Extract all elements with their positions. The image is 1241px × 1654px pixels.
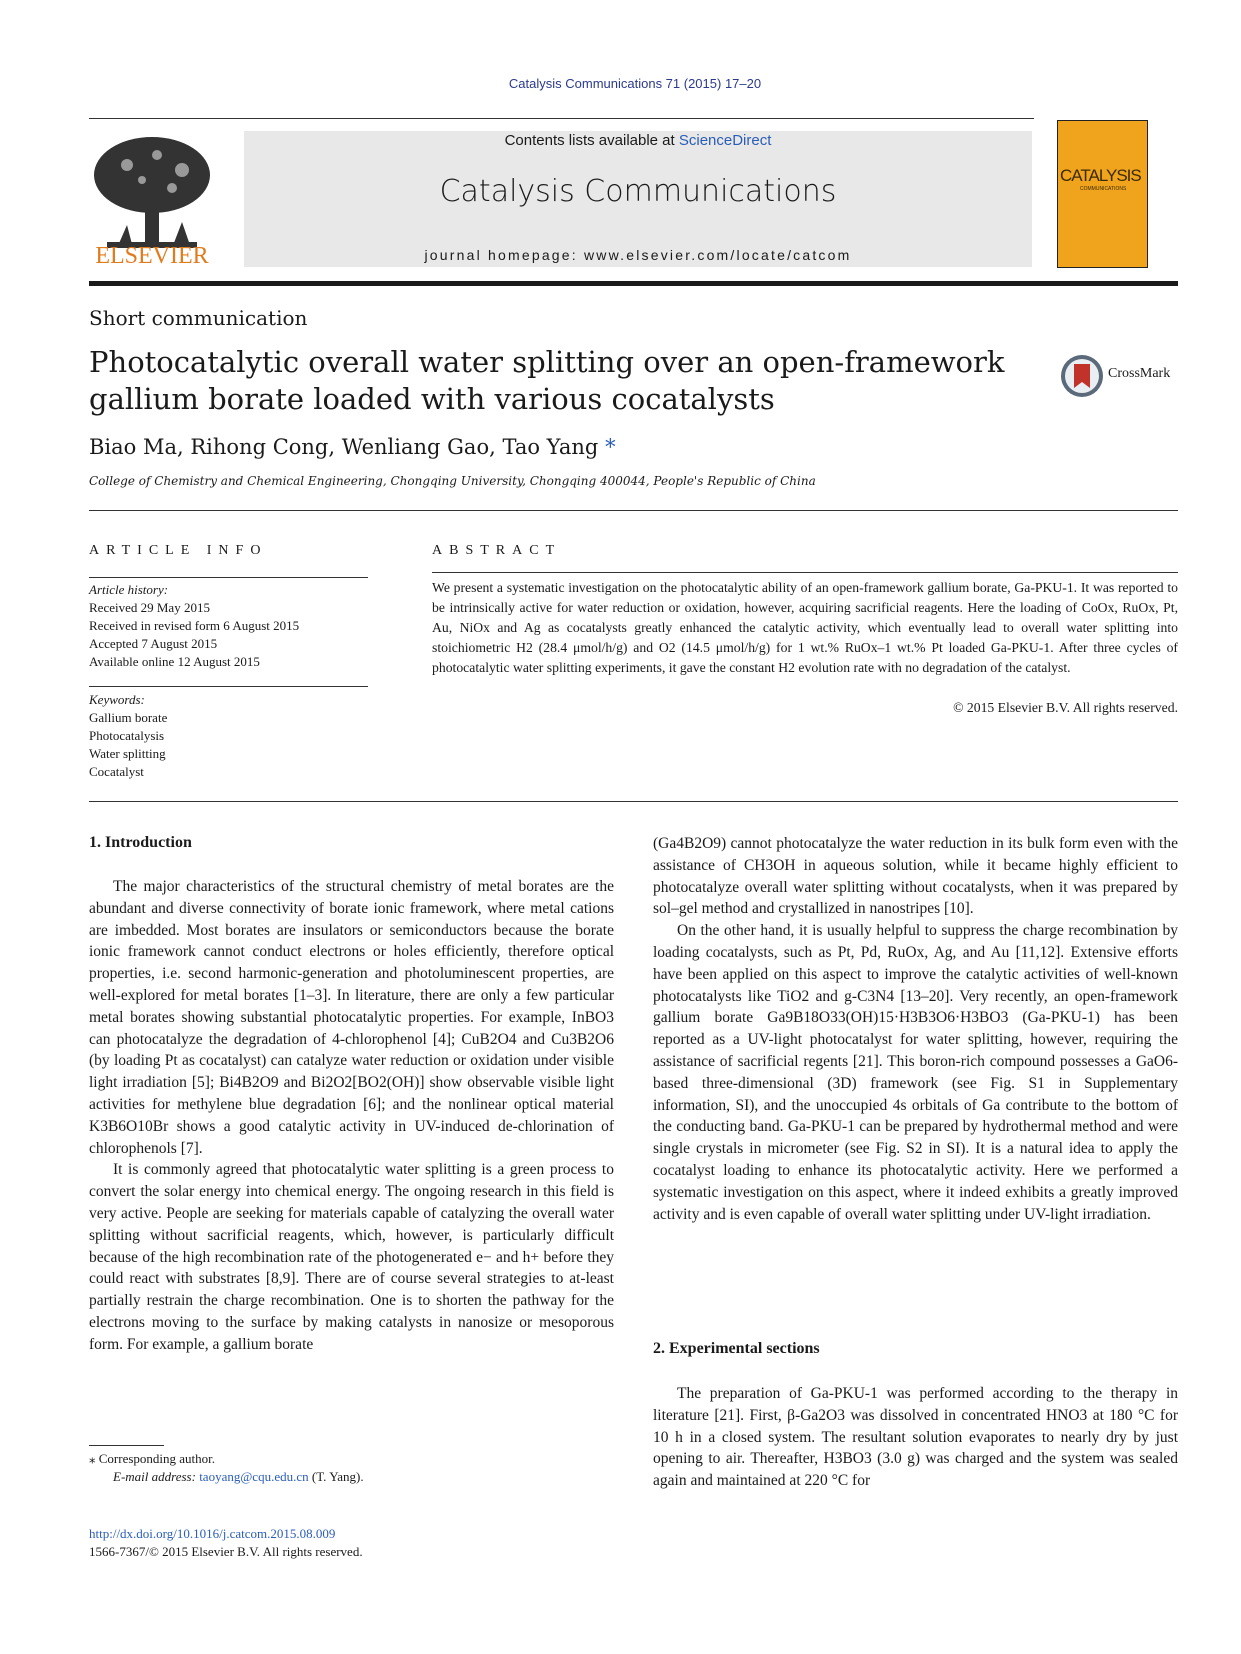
journal-reference[interactable]: Catalysis Communications 71 (2015) 17–20 bbox=[508, 76, 762, 91]
abstract-heading: ABSTRACT bbox=[432, 543, 562, 558]
issn-line: 1566-7367/© 2015 Elsevier B.V. All rights reserved. bbox=[89, 1544, 363, 1559]
history-entry: Received in revised form 6 August 2015 bbox=[89, 618, 300, 633]
experimental-text bbox=[653, 1383, 1178, 1492]
elsevier-wordmark: ELSEVIER bbox=[95, 243, 209, 269]
email-suffix: (T. Yang). bbox=[311, 1469, 364, 1484]
journal-homepage[interactable]: journal homepage: www.elsevier.com/locate/catcom bbox=[424, 247, 852, 263]
header-divider bbox=[89, 281, 1178, 286]
article-info-heading: ARTICLE INFO bbox=[89, 543, 268, 558]
right-column bbox=[653, 833, 1178, 1225]
keywords-label: Keywords: bbox=[89, 692, 145, 707]
article-history bbox=[89, 581, 369, 671]
article-title: Photocatalytic overall water splitting over an open-framework gallium borate loaded with various cocatalysts bbox=[89, 345, 1005, 416]
cover-title: CATALYSIS bbox=[1060, 166, 1141, 185]
sciencedirect-link[interactable]: ScienceDirect bbox=[678, 132, 772, 149]
divider-rule bbox=[89, 686, 368, 687]
keyword: Photocatalysis bbox=[89, 728, 165, 743]
corresponding-text: Corresponding author. bbox=[98, 1451, 216, 1466]
paragraph: The major characteristics of the structural chemistry of metal borates are the abundant and diverse connectivity of borate ionic framework, where metal cations are imbedded. Most borates are insulators or semiconductors because the borate ionic framework cannot conduct electrons or holes efficiently, therefore optical properties, i.e. second harmonic-generation and photoluminescent properties, are well-explored for metal borates [1–3]. In literature, there are only a few particular metal borates showing substantial photocatalytic properties. For example, InBO3 can photocatalyze the degradation of 4-chlorophenol [4]; CuB2O4 and Cu3B2O6 (by loading Pt as cocatalyst) can catalyze water reduction or oxidation under visible light irradiation [5]; Bi4B2O9 and Bi2O2[BO2(OH)] show observable visible light activities for methylene blue degradation [6]; and the nonlinear optical material K3B6O10Br shows a good catalytic activity in UV-induced de-chlorination of chlorophenols [7]. bbox=[89, 878, 614, 1157]
doi-link[interactable]: http://dx.doi.org/10.1016/j.catcom.2015.08.009 bbox=[89, 1526, 336, 1541]
email-link[interactable]: taoyang@cqu.edu.cn bbox=[199, 1469, 309, 1484]
left-column bbox=[89, 876, 614, 1356]
paragraph: (Ga4B2O9) cannot photocatalyze the water reduction in its bulk form even with the assistance of CH3OH in aqueous solution, while it became highly efficient to photocatalyze overall water splitting without cocatalysts, when it was prepared by sol–gel method and crystallized in nanostripes [10]. bbox=[653, 835, 1178, 918]
email-label: E-mail address: bbox=[113, 1469, 196, 1484]
divider-rule bbox=[89, 577, 368, 578]
paragraph: The preparation of Ga-PKU-1 was performed according to the therapy in literature [21]. First, β-Ga2O3 was dissolved in concentrated HNO3 at 180 °C for 10 h in a closed system. The resultant solution evaporates to nearly dry by just opening to air. Thereafter, H3BO3 (3.0 g) was charged and the system was sealed again and maintained at 220 °C for bbox=[653, 1385, 1178, 1490]
keywords bbox=[89, 691, 369, 781]
abstract-copyright: © 2015 Elsevier B.V. All rights reserved. bbox=[953, 700, 1178, 715]
paragraph: It is commonly agreed that photocatalytic water splitting is a green process to convert the solar energy into chemical energy. The ongoing research in this field is very active. People are seeking for materials capable of catalyzing the overall water splitting without sacrificial reagents, which, however, is particularly difficult because of the high recombination rate of the photogenerated e− and h+ before they could react with substrates [8,9]. There are of course several strategies to at-least partially restrain the charge recombination. One is to shorten the pathway for the electrons moving to the surface by making catalysts in nanosize or mesoporous form. For example, a gallium borate bbox=[89, 1161, 614, 1353]
footnote-rule bbox=[89, 1445, 164, 1446]
contents-line bbox=[244, 132, 1032, 149]
section-heading-experimental: 2. Experimental sections bbox=[653, 1340, 820, 1357]
keyword: Cocatalyst bbox=[89, 764, 144, 779]
journal-cover-thumbnail[interactable] bbox=[1057, 120, 1148, 268]
history-entry: Available online 12 August 2015 bbox=[89, 654, 260, 669]
corresponding-note bbox=[89, 1450, 364, 1468]
email-line bbox=[89, 1468, 364, 1486]
affiliation: College of Chemistry and Chemical Engineering, Chongqing University, Chongqing 400044, People's Republic of China bbox=[89, 474, 816, 488]
footnote-mark: ⁎ bbox=[89, 1451, 96, 1466]
abstract-text: We present a systematic investigation on the photocatalytic ability of an open-framework gallium borate, Ga-PKU-1. It was reported to be intrinsically active for water reduction or oxidation, however, acquiring sacrificial reagents. Here the loading of CoOx, RuOx, Pt, Au, NiOx and Ag as cocatalysts greatly enhanced the catalytic activity, which eventually lead to overall water splitting into stoichiometric H2 (28.4 μmol/h/g) and O2 (14.5 μmol/h/g) for 1 wt.% RuOx–1 wt.% Pt loaded Ga-PKU-1. After three cycles of photocatalytic water splitting experiments, it gave the constant H2 evolution rate with no degradation of the catalyst. bbox=[432, 580, 1178, 675]
divider-rule bbox=[89, 801, 1178, 802]
author-names: Biao Ma, Rihong Cong, Wenliang Gao, Tao Yang bbox=[89, 435, 599, 459]
contents-prefix: Contents lists available at bbox=[504, 132, 679, 149]
author-list bbox=[89, 435, 616, 459]
cover-subtitle: COMMUNICATIONS bbox=[1080, 186, 1127, 192]
keyword: Gallium borate bbox=[89, 710, 168, 725]
keyword: Water splitting bbox=[89, 746, 166, 761]
history-label: Article history: bbox=[89, 582, 169, 597]
divider-rule bbox=[89, 510, 1178, 511]
doi-block bbox=[89, 1525, 363, 1561]
section-heading-introduction: 1. Introduction bbox=[89, 834, 192, 851]
footnote bbox=[89, 1450, 364, 1486]
crossmark-icon[interactable] bbox=[1060, 354, 1104, 398]
divider-rule bbox=[432, 572, 1178, 573]
paragraph: On the other hand, it is usually helpful to suppress the charge recombination by loading cocatalysts, such as Pt, Pd, RuOx, Ag, and Au [11,12]. Extensive efforts have been applied on this aspect to improve the catalytic activities of well-known photocatalysts like TiO2 and g-C3N4 [13–20]. Very recently, an open-framework gallium borate Ga9B18O33(OH)15·H3B3O6·H3BO3 (Ga-PKU-1) has been reported as a UV-light photocatalyst for water splitting, however, requiring the assistance of sacrificial regents [21]. This boron-rich compound possesses a GaO6-based three-dimensional (3D) framework (see Fig. S1 in Supplementary information, SI), and the unoccupied 4s orbitals of Ga contribute to the bottom of the conducting band. Ga-PKU-1 can be prepared by hydrothermal method and were single crystals in micrometer (see Fig. S2 in SI). It is a natural idea to apply the cocatalyst loading to enhance its photocatalytic activity. Here we performed a systematic investigation on this aspect, where it indeed exhibits a greatly improved activity and is even capable of overall water splitting under UV-light irradiation. bbox=[653, 922, 1178, 1223]
history-entry: Accepted 7 August 2015 bbox=[89, 636, 218, 651]
corresponding-author-mark[interactable]: * bbox=[605, 435, 616, 459]
article-type: Short communication bbox=[89, 306, 308, 330]
crossmark-label[interactable]: CrossMark bbox=[1108, 366, 1171, 381]
history-entry: Received 29 May 2015 bbox=[89, 600, 210, 615]
journal-name: Catalysis Communications bbox=[439, 174, 837, 209]
top-rule bbox=[89, 118, 1034, 119]
